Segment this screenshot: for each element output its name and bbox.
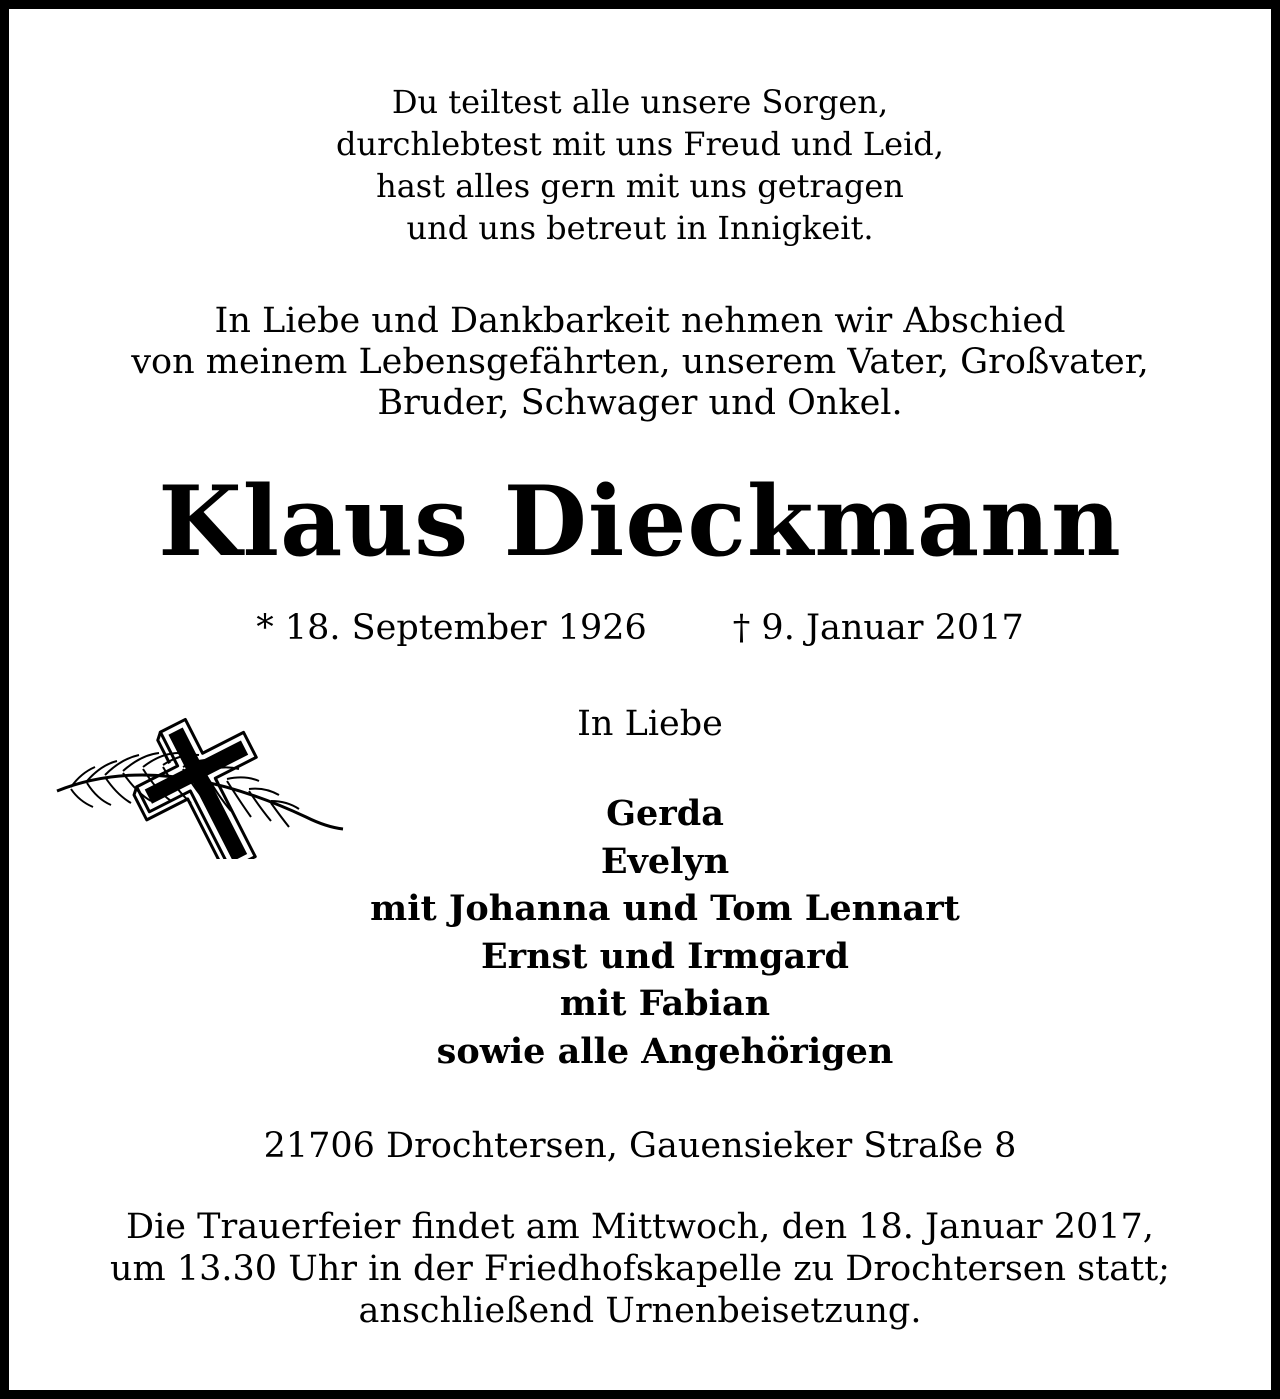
farewell-line: In Liebe und Dankbarkeit nehmen wir Abschied (214, 301, 1066, 341)
family-member: Ernst und Irmgard (480, 935, 850, 977)
ceremony-line: Die Trauerfeier findet am Mittwoch, den 18. Januar 2017, (126, 1207, 1154, 1247)
farewell-line: Bruder, Schwager und Onkel. (377, 383, 903, 423)
family-member: mit Fabian (559, 983, 771, 1024)
poem-verse (9, 81, 1271, 249)
farewell-text (9, 301, 1271, 424)
family-member: sowie alle Angehörigen (436, 1030, 894, 1072)
poem-line: und uns betreut in Innigkeit. (406, 209, 874, 247)
death-date: † 9. Januar 2017 (732, 608, 1024, 648)
birth-date: * 18. September 1926 (256, 608, 647, 648)
farewell-line: von meinem Lebensgefährten, unserem Vater, Großvater, (131, 342, 1149, 382)
ceremony-info (9, 1206, 1271, 1332)
ceremony-line: um 13.30 Uhr in der Friedhofskapelle zu Drochtersen statt; (110, 1249, 1170, 1289)
family-list (259, 790, 1071, 1075)
poem-line: durchlebtest mit uns Freud und Leid, (336, 125, 944, 163)
address: 21706 Drochtersen, Gauensieker Straße 8 (263, 1126, 1017, 1166)
life-dates (9, 605, 1271, 651)
deceased-name: Klaus Dieckmann (158, 465, 1122, 578)
family-member: Evelyn (600, 840, 730, 882)
poem-line: hast alles gern mit uns getragen (376, 167, 904, 205)
family-member: Gerda (606, 793, 724, 834)
poem-line: Du teiltest alle unsere Sorgen, (391, 83, 889, 121)
signoff-text: In Liebe (577, 704, 723, 744)
ceremony-line: anschließend Urnenbeisetzung. (358, 1291, 922, 1331)
family-member: mit Johanna und Tom Lennart (370, 888, 960, 929)
